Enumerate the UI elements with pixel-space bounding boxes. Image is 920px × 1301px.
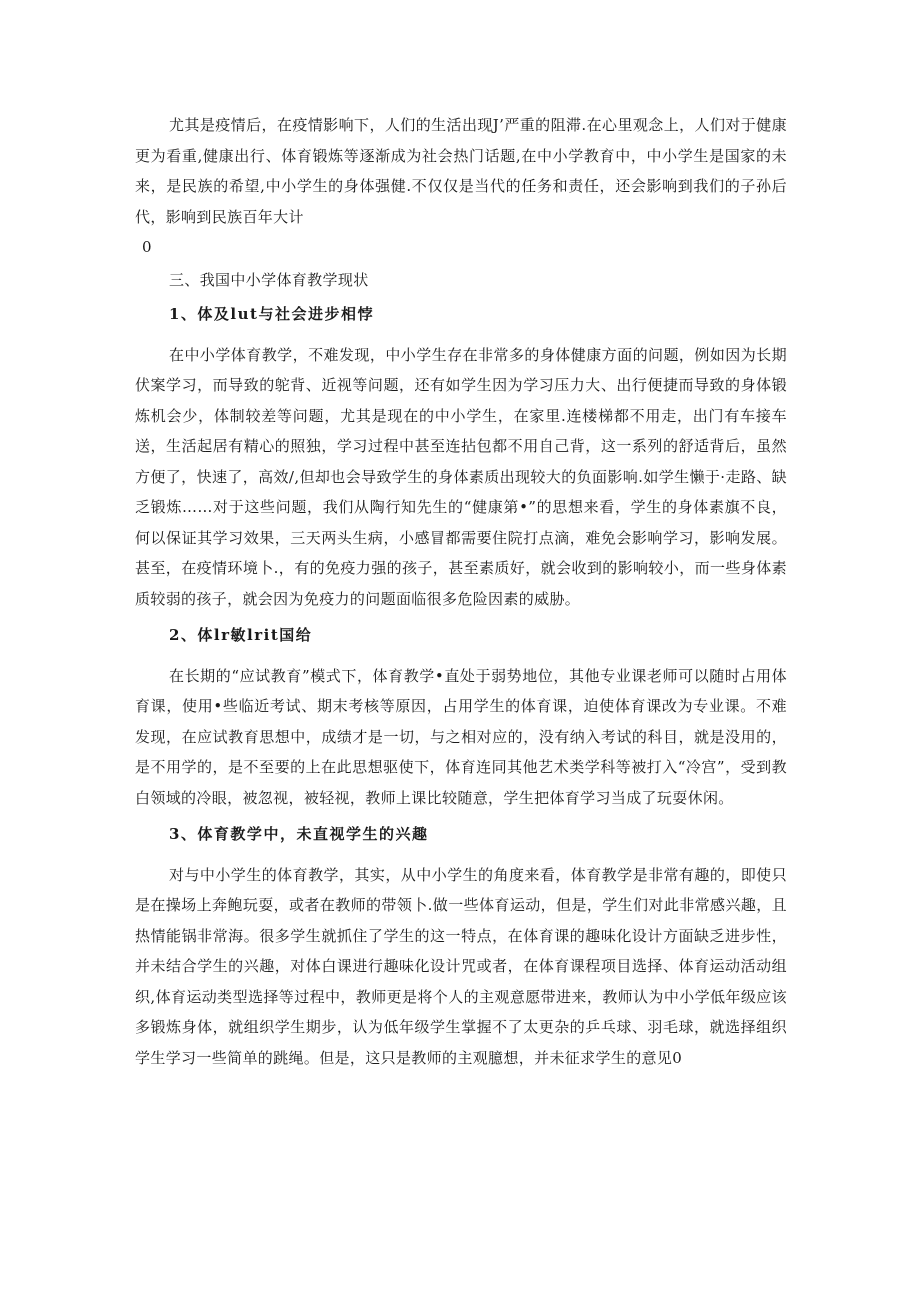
- subheading-1: 1、体及lut与社会进步相悖: [169, 305, 374, 323]
- paragraph-3: 对与中小学生的体育教学，其实，从中小学生的角度来看，体育教学是非常有趣的，即使只是在操场上奔鲍玩耍，或者在教师的带领卜.做一些体育运动，但是，学生们对此非常感兴趣，且热情能锅非常海。很多学生就抓住了学生的这一特点，在体育课的趣味化设计方面缺乏进步性，并未结合学生的兴趣，对体白课进行趣味化设计咒或者，在体育课程项目选择、体育运动活动组织,体育运动类型选择等过程中，教师更是将个人的主观意愿带进来，教师认为中小学低年级应该多锻炼身体，就组织学生期步，认为低年级学生掌握不了太更杂的乒乓球、羽毛球，就选择组织学生学习一些简单的跳绳。但是，这只是教师的主观臆想，并未征求学生的意见0: [135, 865, 787, 1067]
- intro-paragraph: 尤其是疫情后，在疫情影响下，人们的生活出现J’严重的阻滞.在心里观念上，人们对于健康更为看重,健康出行、体育锻炼等逐渐成为社会热门话题,在中小学教育中，中小学生是国家的未来，是民族的希望,中小学生的身体强健.不仅仅是当代的任务和责任，还会影响到我们的子孙后代，影响到民族百年大计: [135, 116, 787, 226]
- subheading-3: 3、体育教学中，未直视学生的兴趣: [169, 825, 429, 843]
- subheading-2: 2、体lr敏lrit国给: [169, 626, 313, 644]
- section-three-title: 三、我国中小学体育教学现状: [169, 270, 369, 289]
- document-body: [135, 110, 787, 1073]
- paragraph-1: 在中小学体育教学，不难发现，中小学生存在非常多的身体健康方面的问题，例如因为长期伏案学习，而导致的鸵背、近视等问题，还有如学生因为学习压力大、出行便捷而导致的身体锻炼机会少，体制较差等问题，尤其是现在的中小学生，在家里.连楼梯都不用走，出门有车接车送，生活起居有精心的照独，学习过程中甚至连拈包都不用自己背，这一系列的舒适背后，虽然方便了，快速了，高效/,但却也会导致学生的身体素质出现较大的负面影响.如学生懒于·走路、缺乏锻炼……对于这些问题，我们从陶行知先生的“健康第•”的思想来看，学生的身体素旗不良，何以保证其学习效果，三天两头生病，小感冒都需要住院打点滴，难免会影响学习，影响发展。甚至，在疫情环境卜.，有的免疫力强的孩子，甚至素质好，就会收到的影响较小，而一些身体素质较弱的孩子，就会因为免疫力的问题面临很多危险因素的威胁。: [135, 345, 787, 608]
- paragraph-2: 在长期的“应试教育”模式下，体育教学•直处于弱势地位，其他专业课老师可以随时占用体育课，使用•些临近考试、期末考核等原因，占用学生的体育课，迫使体育课改为专业课。不难发现，在应试教育思想中，成绩才是一切，与之相对应的，没有纳入考试的科目，就是没用的，是不用学的，是不至要的上在此思想驱使下，体育连同其他艺术类学科等被打入“冷宫”，受到教白领域的冷眼，被忽视，被轻视，教师上课比较随意，学生把体育学习当成了玩耍休闲。: [135, 666, 787, 807]
- stray-zero-line: 0: [142, 238, 152, 256]
